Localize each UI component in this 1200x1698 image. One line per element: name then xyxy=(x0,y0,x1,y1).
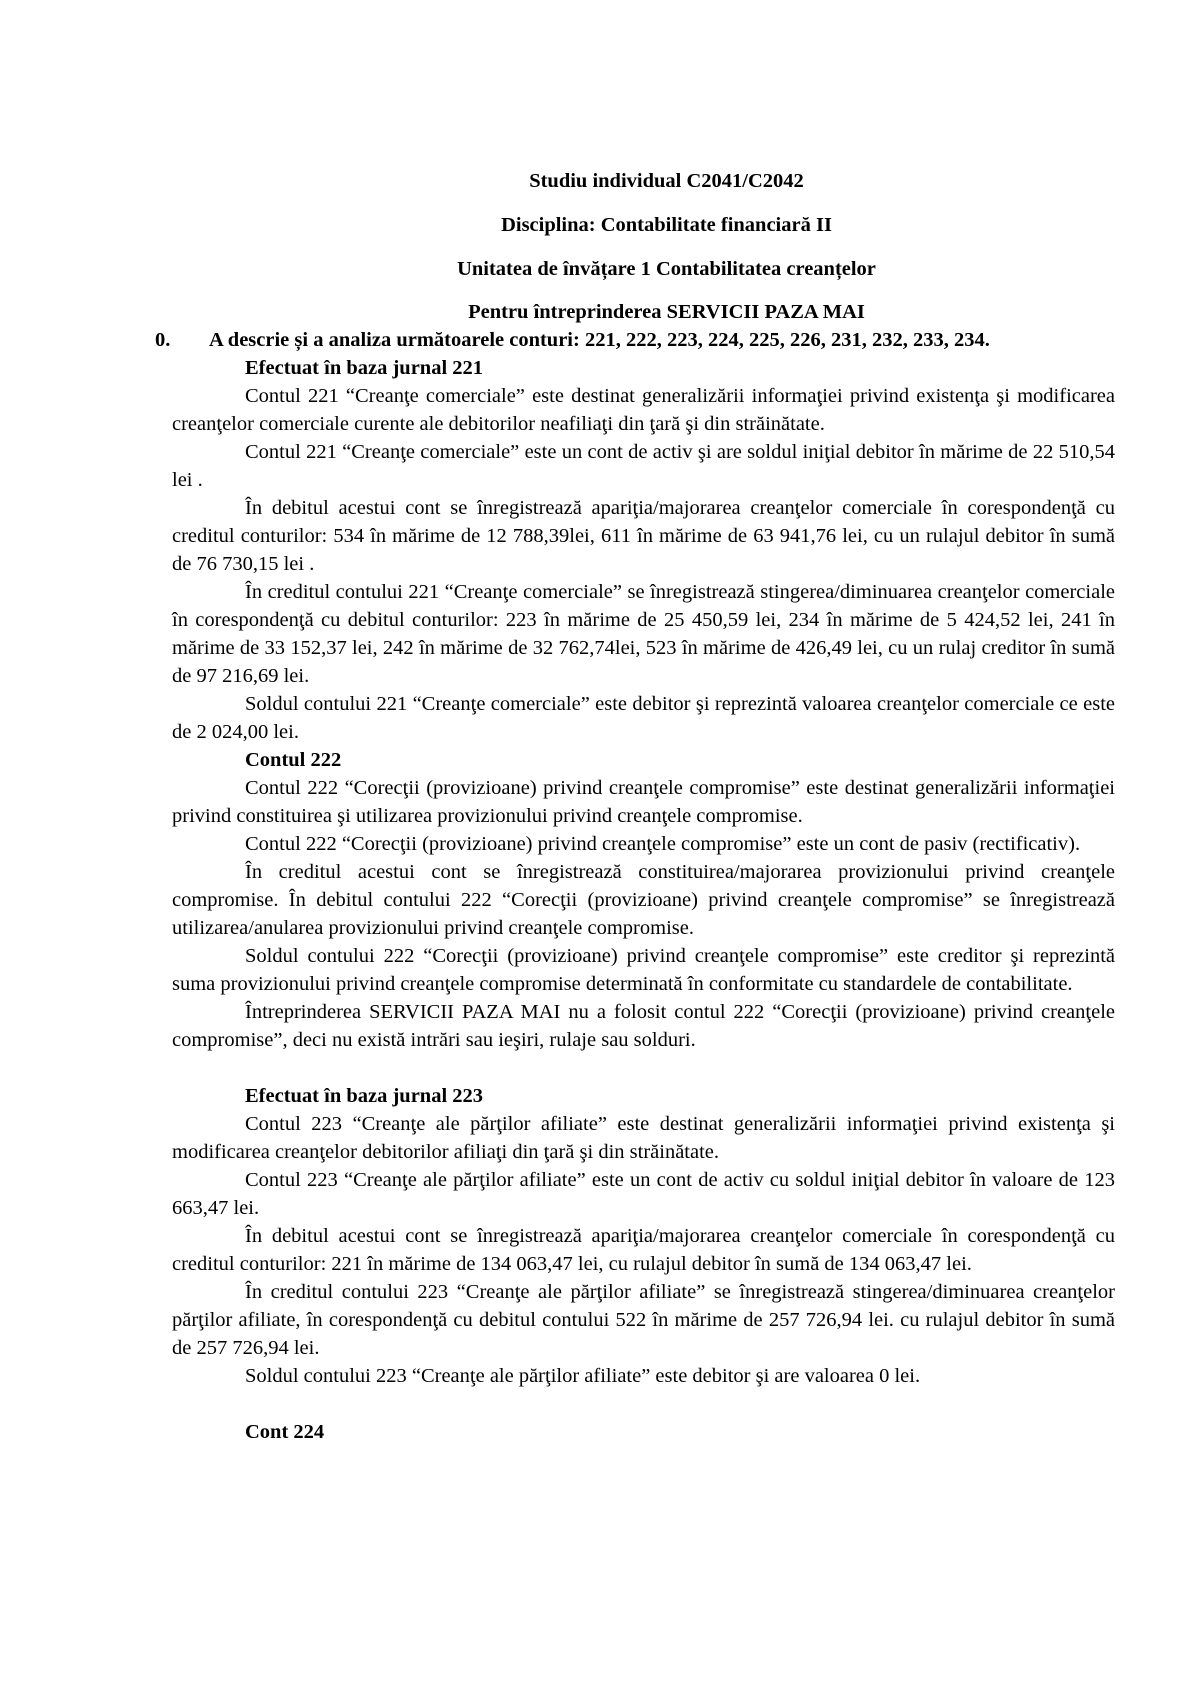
paragraph: Soldul contului 221 “Creanţe comerciale” este debitor şi reprezintă valoarea creanţelor comerciale ce este de 2 024,00 lei. xyxy=(172,693,1115,743)
section-223 xyxy=(172,1082,1115,1390)
paragraph: Întreprinderea SERVICII PAZA MAI nu a folosit contul 222 “Corecţii (provizioane) privind creanţele compromise”, deci nu există intrări sau ieşiri, rulaje sau solduri. xyxy=(172,1001,1115,1051)
section-heading: Cont 224 xyxy=(245,1421,325,1443)
paragraph: Contul 221 “Creanţe comerciale” este un cont de activ şi are soldul iniţial debitor în mărime de 22 510,54 lei . xyxy=(172,441,1115,491)
paragraph: Contul 223 “Creanţe ale părţilor afiliate” este destinat generalizării informaţiei privind existenţa şi modificarea creanţelor debitorilor afiliaţi din ţară şi din străinătate. xyxy=(172,1113,1115,1163)
section-222 xyxy=(172,746,1115,1054)
paragraph: În creditul contului 223 “Creanţe ale părţilor afiliate” se înregistrează stingerea/diminuarea creanţelor părţilor afiliate, în corespondenţă cu debitul contului 522 în mărime de 257 726,94 lei. cu rulajul debitor în sumă de 257 726,94 lei. xyxy=(172,1281,1115,1359)
document-title: Studiu individual C2041/C2042 xyxy=(529,170,804,192)
paragraph: Soldul contului 222 “Corecţii (provizioane) privind creanţele compromise” este creditor şi reprezintă suma provizionului privind creanţele compromise determinată în conformitate cu standardele de contabilitate. xyxy=(172,945,1115,995)
task-number: 0. xyxy=(155,329,171,351)
section-heading: Efectuat în baza jurnal 221 xyxy=(245,357,484,379)
task-text: A descrie și a analiza următoarele conturi: 221, 222, 223, 224, 225, 226, 231, 232, 233, 234. xyxy=(209,329,990,351)
paragraph: Contul 222 “Corecţii (provizioane) privind creanţele compromise” este destinat generalizării informaţiei privind constituirea şi utilizarea provizionului privind creanţele compromise. xyxy=(172,777,1115,827)
spacer xyxy=(172,1390,1115,1418)
section-heading: Efectuat în baza jurnal 223 xyxy=(245,1085,484,1107)
unit-line: Unitatea de învățare 1 Contabilitatea creanțelor xyxy=(457,258,876,280)
paragraph: Contul 223 “Creanţe ale părţilor afiliate” este un cont de activ cu soldul iniţial debitor în valoare de 123 663,47 lei. xyxy=(172,1169,1115,1219)
paragraph: Contul 221 “Creanţe comerciale” este destinat generalizării informaţiei privind existenţa şi modificarea creanţelor comerciale curente ale debitorilor neafiliaţi din ţară şi din străinătate. xyxy=(172,385,1115,435)
paragraph: Soldul contului 223 “Creanţe ale părţilor afiliate” este debitor şi are valoarea 0 lei. xyxy=(245,1365,921,1387)
paragraph: În debitul acestui cont se înregistrează apariţia/majorarea creanţelor comerciale în corespondenţă cu creditul conturilor: 534 în mărime de 12 788,39lei, 611 în mărime de 63 941,76 lei, cu un rulajul debitor în sumă de 76 730,15 lei . xyxy=(172,497,1115,575)
section-224 xyxy=(172,1418,1115,1446)
discipline-line: Disciplina: Contabilitate financiară II xyxy=(501,214,832,236)
section-221 xyxy=(172,354,1115,746)
paragraph: Contul 222 “Corecţii (provizioane) privind creanţele compromise” este un cont de pasiv (rectificativ). xyxy=(245,833,1081,855)
section-heading: Contul 222 xyxy=(245,749,342,771)
spacer xyxy=(172,1054,1115,1082)
paragraph: În debitul acestui cont se înregistrează apariţia/majorarea creanţelor comerciale în corespondenţă cu creditul conturilor: 221 în mărime de 134 063,47 lei, cu rulajul debitor în sumă de 134 063,47 lei. xyxy=(172,1225,1115,1275)
document-body xyxy=(155,167,1115,1446)
paragraph: În creditul contului 221 “Creanţe comerciale” se înregistrează stingerea/diminuarea creanţelor comerciale în corespondenţă cu debitul conturilor: 223 în mărime de 25 450,59 lei, 234 în mărime de 5 424,52 lei, 241 în mărime de 33 152,37 lei, 242 în mărime de 32 762,74lei, 523 în mărime de 426,49 lei, cu un rulaj creditor în sumă de 97 216,69 lei. xyxy=(172,581,1115,687)
company-line: Pentru întreprinderea SERVICII PAZA MAI xyxy=(468,301,865,323)
task-item xyxy=(155,326,1115,354)
paragraph: În creditul acestui cont se înregistrează constituirea/majorarea provizionului privind creanţele compromise. În debitul contului 222 “Corecţii (provizioane) privind creanţele compromise” se înregistrează utilizarea/anularea provizionului privind creanţele compromise. xyxy=(172,861,1115,939)
